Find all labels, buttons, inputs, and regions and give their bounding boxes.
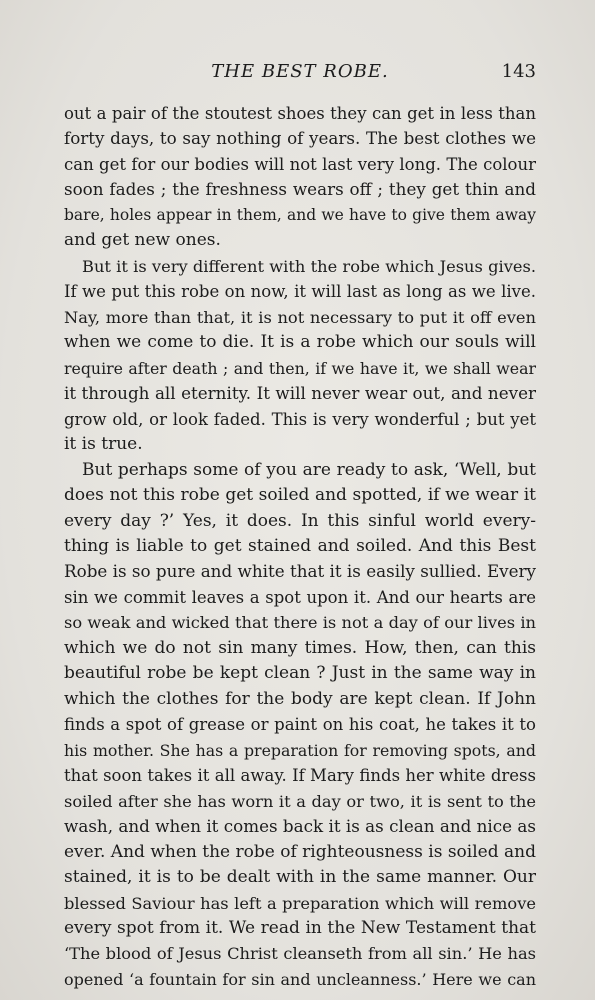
text-line: and get new ones. <box>64 230 221 251</box>
text-line: forty days, to say nothing of years. The best clothes we <box>64 128 536 149</box>
page-number: 143 <box>501 61 536 82</box>
text-line: can get for our bodies will not last very long. The colour <box>64 154 536 174</box>
text-line: blessed Saviour has left a preparation which will remove <box>64 893 536 913</box>
text-line: stained, it is to be dealt with in the same manner. Our <box>64 867 536 888</box>
text-line: every day ?’ Yes, it does. In this sinful world every- <box>64 510 536 531</box>
text-line: But it is very different with the robe which Jesus gives. <box>82 256 536 276</box>
text-line: out a pair of the stoutest shoes they can get in less than <box>64 104 536 123</box>
text-line: ‘The blood of Jesus Christ cleanseth from all sin.’ He has <box>64 944 536 964</box>
text-line: ever. And when the robe of righteousness is soiled and <box>64 841 536 862</box>
text-line: soon fades ; the freshness wears off ; they get thin and <box>64 179 536 200</box>
text-line: it through all eternity. It will never wear out, and never <box>64 383 536 404</box>
text-line: require after death ; and then, if we have it, we shall wear <box>64 358 536 378</box>
page-header <box>64 60 536 84</box>
running-title: THE BEST ROBE. <box>211 61 389 82</box>
text-line: sin we commit leaves a spot upon it. And our hearts are <box>64 587 536 607</box>
text-line: so weak and wicked that there is not a day of our lives in <box>64 613 536 633</box>
text-line: it is true. <box>64 434 143 455</box>
text-line: finds a spot of grease or paint on his coat, he takes it to <box>64 715 536 735</box>
text-line: bare, holes appear in them, and we have to give them away <box>64 205 536 224</box>
body-text <box>64 101 536 992</box>
text-line: opened ‘a fountain for sin and uncleanness.’ Here we can <box>64 969 536 989</box>
text-line: grow old, or look faded. This is very wonderful ; but yet <box>64 409 536 429</box>
text-line: beautiful robe be kept clean ? Just in the same way in <box>64 663 536 684</box>
text-line: If we put this robe on now, it will last as long as we live. <box>64 282 536 302</box>
text-line: that soon takes it all away. If Mary finds her white dress <box>64 766 536 786</box>
text-line: which we do not sin many times. How, then, can this <box>64 637 536 658</box>
text-line: when we come to die. It is a robe which our souls will <box>64 332 536 353</box>
text-line: which the clothes for the body are kept clean. If John <box>64 688 536 709</box>
text-line: soiled after she has worn it a day or two, it is sent to the <box>64 791 536 811</box>
text-line: Nay, more than that, it is not necessary to put it off even <box>64 307 536 327</box>
text-line: wash, and when it comes back it is as clean and nice as <box>64 816 536 837</box>
text-line: his mother. She has a preparation for removing spots, and <box>64 740 536 760</box>
text-line: thing is liable to get stained and soiled. And this Best <box>64 535 536 556</box>
text-line: But perhaps some of you are ready to ask, ‘Well, but <box>82 459 536 480</box>
text-line: Robe is so pure and white that it is easily sullied. Every <box>64 561 536 582</box>
text-line: every spot from it. We read in the New Testament that <box>64 918 536 938</box>
text-line: does not this robe get soiled and spotted, if we wear it <box>64 485 536 506</box>
